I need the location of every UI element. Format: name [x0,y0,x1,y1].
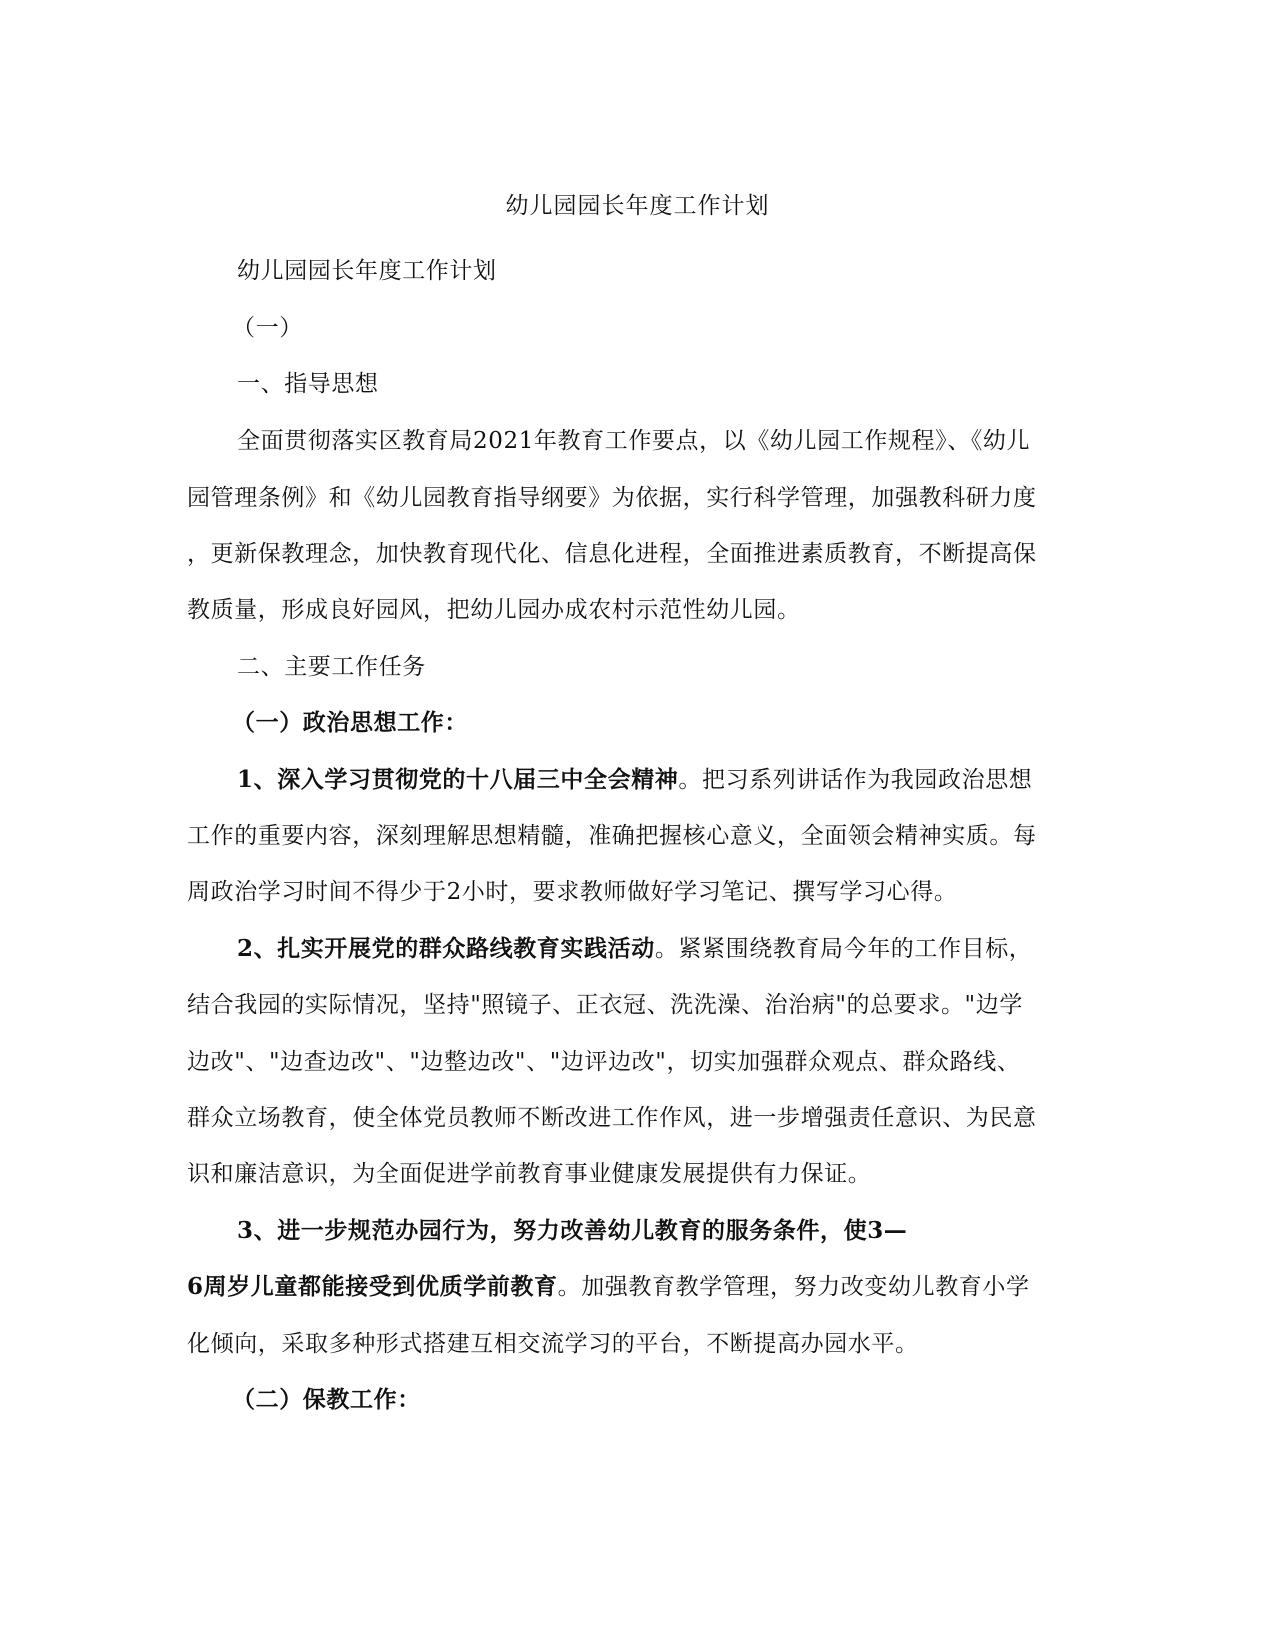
item2-line: 边改"、"边查边改"、"边整边改"、"边评边改"，切实加强群众观点、群众路线、 [187,1049,1021,1075]
section1-paragraph-line: 园管理条例》和《幼儿园教育指导纲要》为依据，实行科学管理，加强教科研力度 [187,485,1037,511]
document-title: 幼儿园园长年度工作计划 [505,193,770,219]
item1-line: 周政治学习时间不得少于2小时，要求教师做好学习笔记、撰写学习心得。 [187,879,958,905]
item3-second-line [187,1271,1087,1303]
section1-paragraph-line: 教质量，形成良好园风，把幼儿园办成农村示范性幼儿园。 [187,597,801,623]
section1-paragraph-line: ，更新保教理念，加快教育现代化、信息化进程，全面推进素质教育，不断提高保 [187,541,1037,567]
item3-line: 化倾向，采取多种形式搭建互相交流学习的平台，不断提高办园水平。 [187,1331,919,1357]
item3-title-line2: 6周岁儿童都能接受到优质学前教育 [187,1273,558,1300]
section1-heading: 一、指导思想 [237,371,379,397]
section1-paragraph-line: 全面贯彻落实区教育局2021年教育工作要点，以《幼儿园工作规程》、《幼儿 [237,428,1031,454]
subsection1-heading: （一）政治思想工作： [232,709,468,736]
item2-title: 2、扎实开展党的群众路线教育实践活动 [237,935,655,962]
item2-text: 。紧紧围绕教育局今年的工作目标， [654,936,1033,962]
item1-title: 1、深入学习贯彻党的十八届三中全会精神 [237,766,679,793]
item1-line: 工作的重要内容，深刻理解思想精髓，准确把握核心意义，全面领会精神实质。每 [187,823,1037,849]
item2-line: 识和廉洁意识，为全面促进学前教育事业健康发展提供有力保证。 [187,1161,872,1187]
item2-line: 结合我园的实际情况，坚持"照镜子、正衣冠、洗洗澡、治治病"的总要求。"边学 [187,992,1023,1018]
section2-heading: 二、主要工作任务 [237,654,426,680]
item3-title-line1: 3、进一步规范办园行为，努力改善幼儿教育的服务条件，使3— [237,1217,908,1244]
document-subtitle: 幼儿园园长年度工作计划 [237,258,497,284]
subsection2-heading: （二）保教工作： [232,1386,421,1413]
item2-line: 群众立场教育，使全体党员教师不断改进工作作风，进一步增强责任意识、为民意 [187,1105,1037,1131]
item3-text: 。加强教育教学管理，努力改变幼儿教育小学 [557,1274,1030,1300]
item2-first-line [237,933,1137,965]
item1-text: 。把习系列讲话作为我园政治思想 [678,767,1033,793]
item1-first-line [237,764,1137,796]
part-marker: （一） [232,315,303,341]
